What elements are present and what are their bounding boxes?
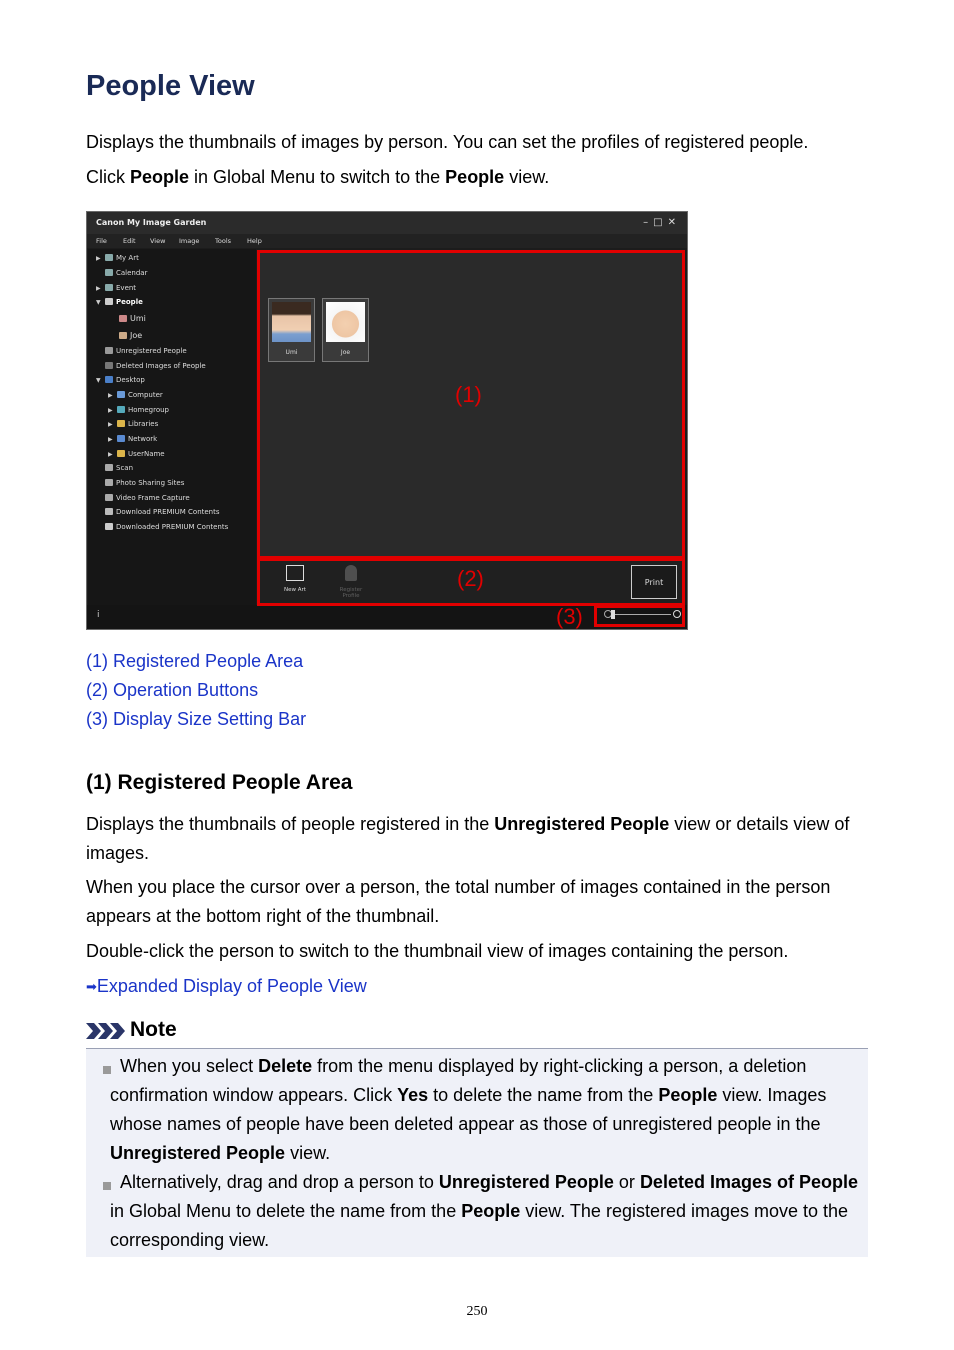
network-icon [117, 435, 125, 442]
tree-item-calendar[interactable]: Calendar [96, 269, 147, 277]
menu-file[interactable]: File [96, 237, 107, 245]
tree-item-my-art[interactable]: ▶ My Art [96, 254, 139, 262]
window-controls-icon[interactable]: –□✕ [643, 217, 681, 228]
tree-item-downloaded-premium[interactable]: Downloaded PREMIUM Contents [96, 523, 228, 531]
callout-box-3 [594, 605, 685, 627]
note-item-1: When you select Delete from the menu displayed by right-clicking a person, a deletion confirmation window appears. Click Yes to delete the name from the People view. Images whose names of people have been deleted appear as those of unregistered people in the Unregistered People view. [110, 1056, 827, 1163]
section-paragraph-2: When you place the cursor over a person, the total number of images contained in the person appears at the bottom right of the thumbnail. [86, 877, 831, 926]
note-chevrons-icon [86, 1021, 126, 1041]
tree-item-scan[interactable]: Scan [96, 464, 133, 472]
photo-sharing-icon [105, 479, 113, 486]
tree-item-computer[interactable]: ▶ Computer [108, 391, 163, 399]
computer-icon [117, 391, 125, 398]
link-operation-buttons[interactable]: (2) Operation Buttons [86, 680, 259, 700]
tree-item-umi[interactable]: Umi [110, 314, 146, 323]
note-label: Note [130, 1018, 177, 1041]
register-profile-button[interactable]: Register Profile [333, 565, 369, 599]
page-number: 250 [466, 1304, 488, 1319]
unregistered-people-icon [105, 347, 113, 354]
person-thumb-icon [119, 332, 127, 339]
callout-label-3: (3) [556, 604, 583, 629]
tree-item-joe[interactable]: Joe [110, 331, 142, 340]
user-folder-icon [117, 450, 125, 457]
info-icon[interactable]: i [97, 610, 100, 620]
person-thumb-icon [119, 315, 127, 322]
homegroup-icon [117, 406, 125, 413]
expanded-display-link[interactable]: ➡Expanded Display of People View [86, 976, 367, 996]
intro-instruction: Click People in Global Menu to switch to the People view. [86, 167, 550, 187]
tree-item-homegroup[interactable]: ▶ Homegroup [108, 406, 170, 414]
print-button[interactable]: Print [631, 565, 677, 599]
tree-item-network[interactable]: ▶ Network [108, 435, 158, 443]
video-frame-icon [105, 494, 113, 501]
note-item-2: Alternatively, drag and drop a person to Unregistered People or Deleted Images of People in Global Menu to delete the name from the People view. The registered images move to the corresponding view. [110, 1172, 859, 1250]
tree-item-download-premium[interactable]: Download PREMIUM Contents [96, 508, 220, 516]
app-menubar [87, 234, 687, 248]
page-title: People View [86, 70, 255, 102]
arrow-right-icon: ➡ [86, 979, 97, 994]
link-registered-people-area[interactable]: (1) Registered People Area [86, 651, 304, 671]
person-name: Umi [285, 349, 298, 356]
global-menu [88, 249, 256, 605]
scan-icon [105, 464, 113, 471]
tree-item-username[interactable]: ▶ UserName [108, 450, 165, 458]
new-art-button[interactable]: New Art [281, 565, 309, 593]
menu-tools[interactable]: Tools [215, 237, 232, 245]
tree-item-unregistered-people[interactable]: Unregistered People [96, 347, 187, 355]
section-heading: (1) Registered People Area [86, 771, 353, 794]
intro-paragraph: Displays the thumbnails of images by person. You can set the profiles of registered people. [86, 132, 809, 152]
callout-label-2: (2) [457, 566, 484, 591]
section-paragraph-1: Displays the thumbnails of people registered in the Unregistered People view or details view of images. [86, 814, 850, 863]
desktop-icon [105, 376, 113, 383]
tree-item-deleted-images[interactable]: Deleted Images of People [96, 362, 206, 370]
menu-image[interactable]: Image [179, 237, 200, 245]
people-icon [105, 298, 113, 305]
libraries-icon [117, 420, 125, 427]
deleted-people-icon [105, 362, 113, 369]
menu-view[interactable]: View [150, 237, 166, 245]
event-icon [105, 284, 113, 291]
menu-help[interactable]: Help [247, 237, 262, 245]
link-display-size-setting-bar[interactable]: (3) Display Size Setting Bar [86, 709, 307, 729]
tree-item-people[interactable]: ▼ People [96, 298, 143, 306]
tree-item-desktop[interactable]: ▼ Desktop [96, 376, 145, 384]
my-art-icon [105, 254, 113, 261]
tree-item-video-frame[interactable]: Video Frame Capture [96, 494, 190, 502]
app-titlebar [87, 212, 687, 234]
calendar-icon [105, 269, 113, 276]
person-name: Joe [340, 349, 351, 356]
section-paragraph-3: Double-click the person to switch to the thumbnail view of images containing the person. [86, 941, 789, 961]
download-icon [105, 508, 113, 515]
tree-item-libraries[interactable]: ▶ Libraries [108, 420, 159, 428]
app-title: Canon My Image Garden [96, 218, 207, 227]
tree-item-photo-sharing[interactable]: Photo Sharing Sites [96, 479, 184, 487]
folder-icon [105, 523, 113, 530]
menu-edit[interactable]: Edit [123, 237, 136, 245]
callout-label-1: (1) [455, 382, 482, 407]
app-screenshot [86, 211, 688, 630]
tree-item-event[interactable]: ▶ Event [96, 284, 137, 292]
